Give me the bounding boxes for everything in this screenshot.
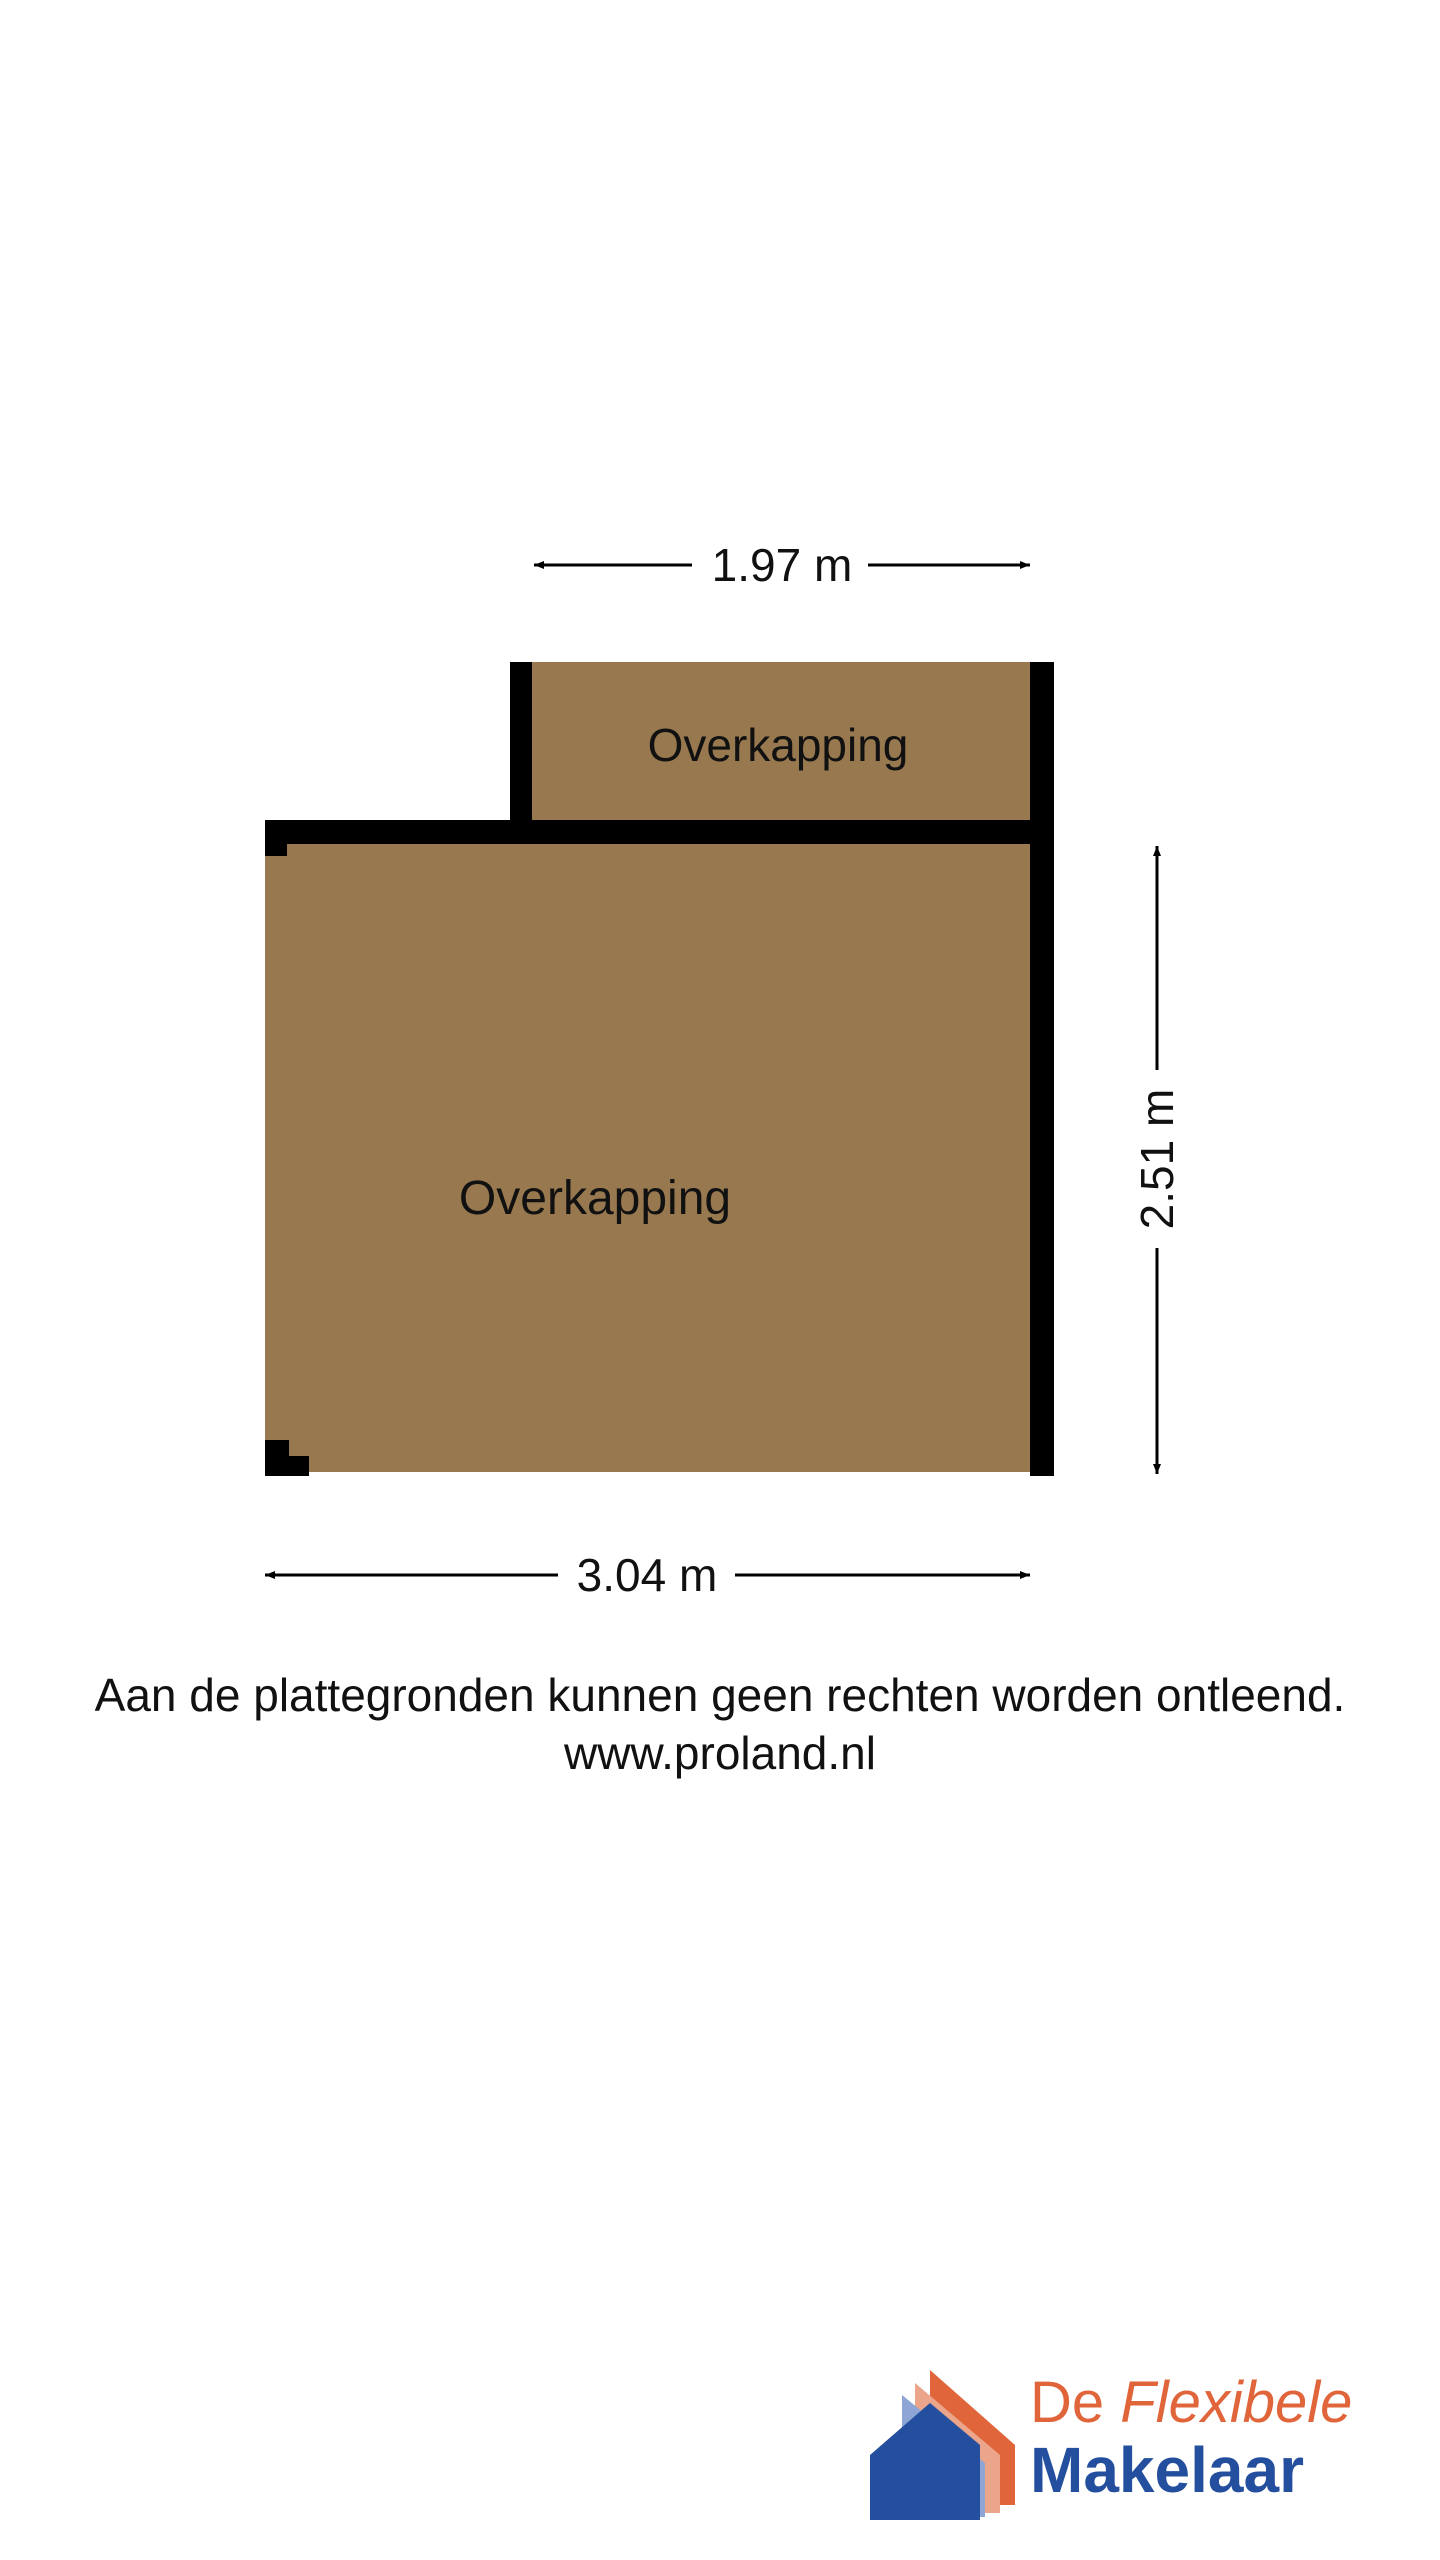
disclaimer-text: Aan de plattegronden kunnen geen rechten worden ontleend. <box>94 1669 1346 1721</box>
wall-right <box>1030 662 1054 1476</box>
dimension-top-label: 1.97 m <box>711 539 853 591</box>
room-label-top: Overkapping <box>647 719 909 771</box>
corner-post-foot <box>265 1456 309 1476</box>
house-logo-icon <box>870 2355 1020 2525</box>
dimension-right-label: 2.51 m <box>1131 1088 1183 1230</box>
logo-word-makelaar: Makelaar <box>1030 2434 1304 2506</box>
logo-word-de: De <box>1030 2370 1105 2435</box>
company-logo <box>870 2355 1390 2525</box>
wall-stub-left <box>265 820 287 856</box>
wall-top-left <box>510 662 532 828</box>
room-floor-main <box>265 840 1040 1472</box>
logo-text-line1 <box>1030 2369 1352 2436</box>
website-text: www.proland.nl <box>564 1727 876 1779</box>
wall-middle <box>265 820 1054 844</box>
room-label-main: Overkapping <box>458 1172 732 1225</box>
logo-word-flexibele: Flexibele <box>1120 2370 1353 2435</box>
dimension-bottom-label: 3.04 m <box>576 1549 718 1601</box>
